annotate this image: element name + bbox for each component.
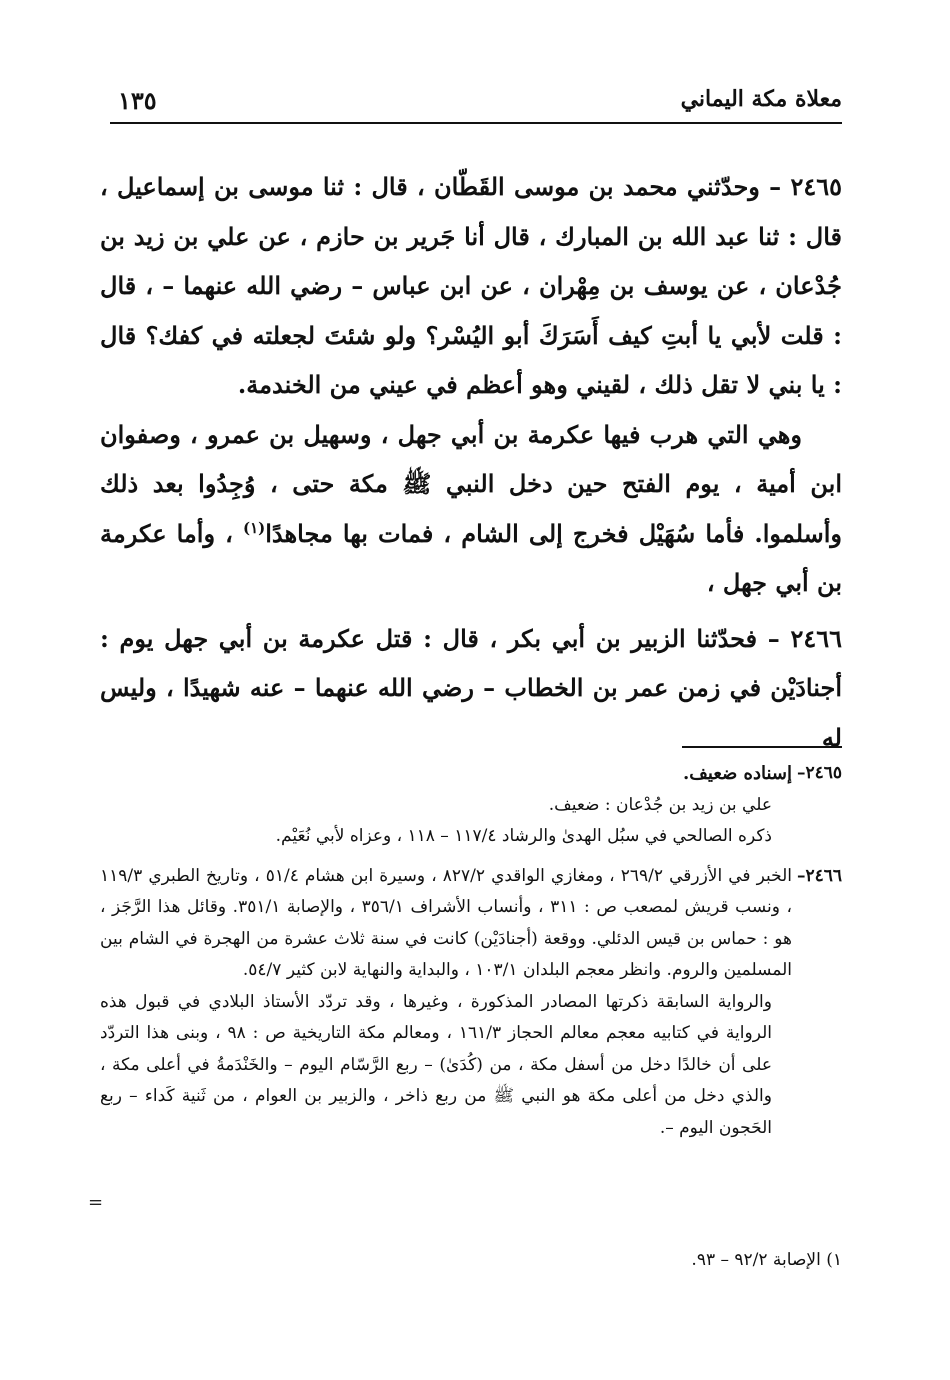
report-dash: – <box>767 623 780 653</box>
note-line: علي بن زيد بن جُدْعان : ضعيف. <box>548 794 772 815</box>
commentary-text: وهي التي هرب فيها عكرمة بن أبي جهل ، وسهيل بن عمرو ، وصفوان ابن أمية ، يوم الفتح حين دخل النبي ﷺ مكة حتى ، وُجِدُوا بعد ذلك وأسلموا. فأما سُهَيْل فخرج إلى الشام ، فمات بها مجاهدًا <box>100 419 843 548</box>
note-2465 <box>100 758 842 853</box>
footnote-reference: (١) <box>242 518 266 537</box>
note-paragraph: والرواية السابقة ذكرتها المصادر المذكورة ، وغيرها ، وقد تردّد الأستاذ البلادي في قبول هذه الرواية في كتابيه معجم معالم الحجاز ١٦١/٣ ، ومعالم مكة التاريخية ص : ٩٨ ، وبنى هذا التردّد على أن خالدًا دخل من أسفل مكة ، من (كُدَىٰ) – ربع الرَّسّام اليوم – والخَنْدَمةُ في أعلى مكة ، والذي دخل من أعلى مكة هو النبي ﷺ من ربع ذاخر ، والزبير بن العوام ، من ثَنية كَداء – ربع الحَجون اليوم –. <box>100 991 772 1138</box>
commentary-text-end: ، وأما عكرمة بن أبي جهل ، <box>100 518 842 597</box>
notes-section <box>100 758 842 1152</box>
report-number: ٢٤٦٦ <box>790 623 843 653</box>
note-body <box>100 758 792 853</box>
header-rule <box>110 122 842 124</box>
note-body <box>100 861 792 1145</box>
note-paragraph: الخبر في الأزرقي ٢٦٩/٢ ، ومغازي الواقدي ٨٢٧/٢ ، وسيرة ابن هشام ٥١/٤ ، وتاريخ الطبري ١١٩/٣ ، ونسب قريش لمصعب ص : ٣١١ ، وأنساب الأشراف ٣٥٦/١ ، والإصابة ٣٥١/١. وقائل هذا الرَّجَز ، هو : حماس بن قيس الدئلي. ووقعة (أجنادَيْن) كانت في سنة ثلاث عشرة من الهجرة في الشام بين المسلمين والروم. وانظر معجم البلدان ١٠٣/١ ، والبداية والنهاية لابن كثير ٥٤/٧. <box>100 865 793 980</box>
note-line: ذكره الصالحي في سبُل الهدىٰ والرشاد ١١٧/٤ – ١١٨ ، وعزاه لأبي نُعَيْم. <box>275 826 772 846</box>
report-text: وحدّثني محمد بن موسى القَطّان ، قال : ثنا موسى بن إسماعيل ، قال : ثنا عبد الله بن المبارك ، قال أنا جَرير بن حازم ، عن علي بن زيد بن جُدْعان ، عن يوسف بن مِهْران ، عن ابن عباس – رضي الله عنهما – ، قال : قلت لأبي يا أبتِ كيف أَسَرَكَ أبو اليُسْر؟ ولو شئتَ لجعلته في كفك؟ قال : يا بني لا تقل ذلك ، لقيني وهو أعظم في عيني من الخندمة. <box>100 172 842 399</box>
report-dash: – <box>769 172 782 201</box>
paragraph-2466 <box>100 614 842 763</box>
margin-mark: = <box>88 1192 104 1213</box>
paragraph-2465 <box>100 162 842 410</box>
book-title: معلاة مكة اليماني <box>680 86 842 112</box>
footnote: ١) الإصابة ٩٢/٢ – ٩٣. <box>691 1250 842 1270</box>
report-number: ٢٤٦٥ <box>790 172 843 201</box>
note-2466 <box>100 861 842 1145</box>
report-text: فحدّثنا الزبير بن أبي بكر ، قال : قتل عكرمة بن أبي جهل يوم : أجنادَيْن في زمن عمر بن الخطاب – رضي الله عنهما – عنه شهيدًا ، وليس له <box>100 623 842 752</box>
paragraph-commentary <box>100 410 842 608</box>
running-header <box>100 84 842 118</box>
book-page <box>100 0 842 1380</box>
notes-rule <box>682 746 842 748</box>
note-number: ٢٤٦٦– <box>796 865 842 886</box>
note-number: ٢٤٦٥– <box>796 763 842 783</box>
note-lead: إسناده ضعيف. <box>682 763 792 784</box>
page-number: ١٣٥ <box>118 86 157 115</box>
main-text <box>100 162 842 762</box>
